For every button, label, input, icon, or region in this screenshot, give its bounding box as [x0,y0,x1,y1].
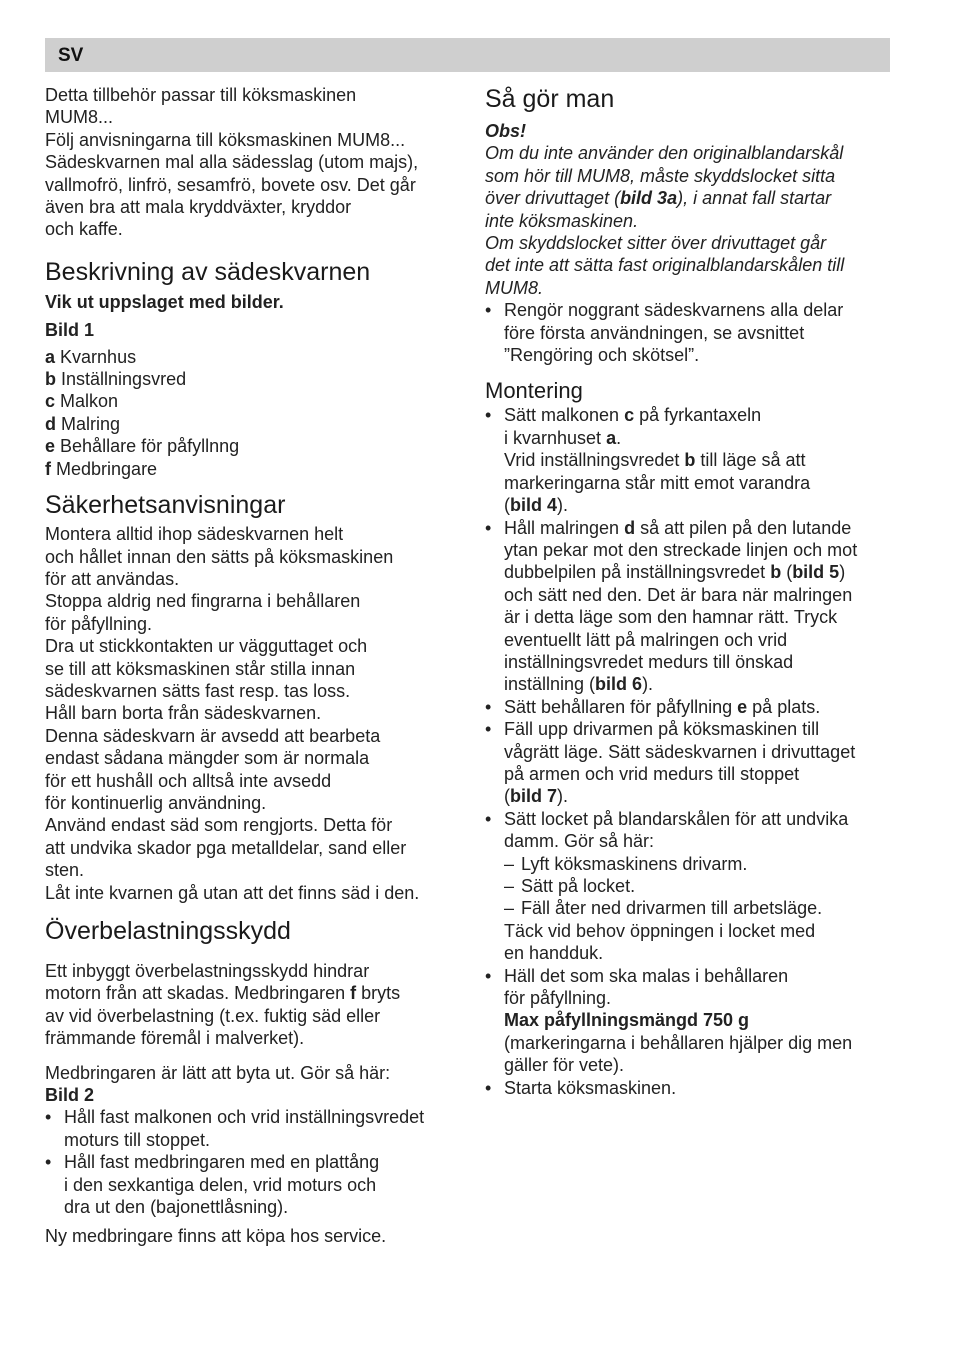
assembly-heading: Montering [485,378,583,404]
list-item: • Fäll upp drivarmen på köksmaskinen till vågrätt läge. Sätt sädeskvarnen i drivuttaget på armen och vrid medurs till stoppet (bild 7). [485,719,856,807]
left-column [45,84,457,1248]
intro-line: vallmofrö, linfrö, sesamfrö, bovete osv. Det går [45,174,416,195]
part-item: b Inställningsvred [45,369,187,390]
howto-heading: Så gör man [485,85,615,113]
safety-line: att undvika skador pga metalldelar, sand eller [45,837,407,858]
part-item: f Medbringare [45,458,158,479]
safety-line: se till att köksmaskinen står stilla innan [45,658,356,679]
list-item: • Rengör noggrant sädeskvarnens alla delar före första användningen, se avsnittet ”Rengöring och skötsel”. [485,300,844,366]
safety-line: Låt inte kvarnen gå utan att det finns säd i den. [45,882,420,903]
part-item: d Malring [45,413,121,434]
obs-label: Obs! [485,121,527,141]
overload-heading: Överbelastningsskydd [45,917,291,945]
part-item: a Kvarnhus [45,346,137,367]
max-fill-note: Max påfyllningsmängd 750 g [504,1010,750,1031]
safety-line: för kontinuerlig användning. [45,792,267,813]
part-item: e Behållare för påfyllnng [45,436,240,457]
dash-item: – Fäll åter ned drivarmen till arbetsläge. [504,898,823,919]
overload-line: av vid överbelastning (t.ex. fuktig säd eller [45,1005,381,1026]
safety-line: Montera alltid ihop sädeskvarnen helt [45,524,344,545]
overload-line: Ett inbyggt överbelastningsskydd hindrar [45,961,370,981]
list-item: • Håll malringen d så att pilen på den lutande ytan pekar mot den streckade linjen och mot dubbelpilen på inställningsvredet b (bild 5) och sätt ned den. Det är bara när malringen är i detta läge som den hamnar rätt. Tryck eventuellt lätt på malringen och vrid inställningsvredet medurs till önskad inställning (bild 6). [485,517,858,695]
dash-item: – Lyft köksmaskinens drivarm. [504,853,748,874]
intro-line: och kaffe. [45,219,123,240]
list-item: • Starta köksmaskinen. [485,1077,677,1098]
intro-line: MUM8... [45,107,114,128]
safety-line: för ett hushåll och alltså inte avsedd [45,770,332,791]
dash-item: – Sätt på locket. [504,876,636,896]
safety-line: Använd endast säd som rengjorts. Detta för [45,815,393,836]
safety-line: för påfyllning. [45,613,153,634]
safety-line: endast sådana mängder som är normala [45,748,370,769]
language-bar [45,38,890,72]
intro-line: Följ anvisningarna till köksmaskinen MUM8... [45,129,406,150]
overload-paragraph [45,960,457,1050]
description-heading: Beskrivning av sädeskvarnen [45,257,371,286]
safety-heading: Säkerhetsanvisningar [45,491,286,520]
intro-line: även bra att mala kryddväxter, kryddor [45,197,352,218]
replace-intro: Medbringaren är lätt att byta ut. Gör så här: [45,1062,391,1083]
intro-line: Sädeskvarnen mal alla sädesslag (utom majs), [45,152,419,173]
part-item: c Malkon [45,391,119,412]
safety-line: Denna sädeskvarn är avsedd att bearbeta [45,725,381,746]
safety-text [45,523,457,904]
service-note: Ny medbringare finns att köpa hos service. [45,1226,387,1247]
safety-line: sädeskvarnen sätts fast resp. tas loss. [45,680,351,701]
parts-list [45,346,457,480]
obs-note: Om du inte använder den originalblandarskål som hör till MUM8, måste skyddslocket sitta över drivuttaget (bild 3a), i annat fall startar inte köksmaskinen. Om skyddslocket sitter över drivuttaget går det inte att sätta fast originalblandarskålen till MUM8. [485,143,845,298]
safety-line: Stoppa aldrig ned fingrarna i behållaren [45,591,361,612]
intro-paragraph [45,84,457,241]
bild-1-label: Bild 1 [45,320,95,341]
intro-line: Detta tillbehör passar till köksmaskinen [45,85,357,105]
list-item: • Sätt behållaren för påfyllning e på plats. [485,696,821,717]
right-column [485,84,895,1099]
safety-line: Håll barn borta från sädeskvarnen. [45,703,322,724]
language-code: SV [58,45,84,66]
list-item: • Håll fast medbringaren med en plattång i den sexkantiga delen, vrid moturs och dra ut den (bajonettlåsning). [45,1152,380,1218]
safety-line: Dra ut stickkontakten ur vägguttaget och [45,636,368,657]
list-item: • Sätt locket på blandarskålen för att undvika damm. Gör så här: – Lyft köksmaskinens drivarm. – Sätt på locket. – Fäll åter ned drivarmen till arbetsläge. Täck vid behov öppningen i locket med en handduk. [485,808,895,965]
list-item: • Håll fast malkonen och vrid inställningsvredet moturs till stoppet. [45,1107,425,1150]
bild-2-label: Bild 2 [45,1085,95,1106]
unfold-note: Vik ut uppslaget med bilder. [45,291,284,312]
list-item: • Häll det som ska malas i behållaren för påfyllning. Max påfyllningsmängd 750 g (markeringarna i behållaren hjälper dig men gäller för vete). [485,965,895,1077]
safety-line: sten. [45,860,85,881]
list-item: • Sätt malkonen c på fyrkantaxeln i kvarnhuset a. Vrid inställningsvredet b till läge så att markeringarna står mitt emot varandra (bild 4). [485,405,811,516]
overload-line: främmande föremål i malverket). [45,1028,305,1049]
safety-line: för att användas. [45,568,180,589]
safety-line: och hållet innan den sätts på köksmaskinen [45,546,394,567]
overload-line: motorn från att skadas. Medbringaren f bryts [45,983,401,1004]
